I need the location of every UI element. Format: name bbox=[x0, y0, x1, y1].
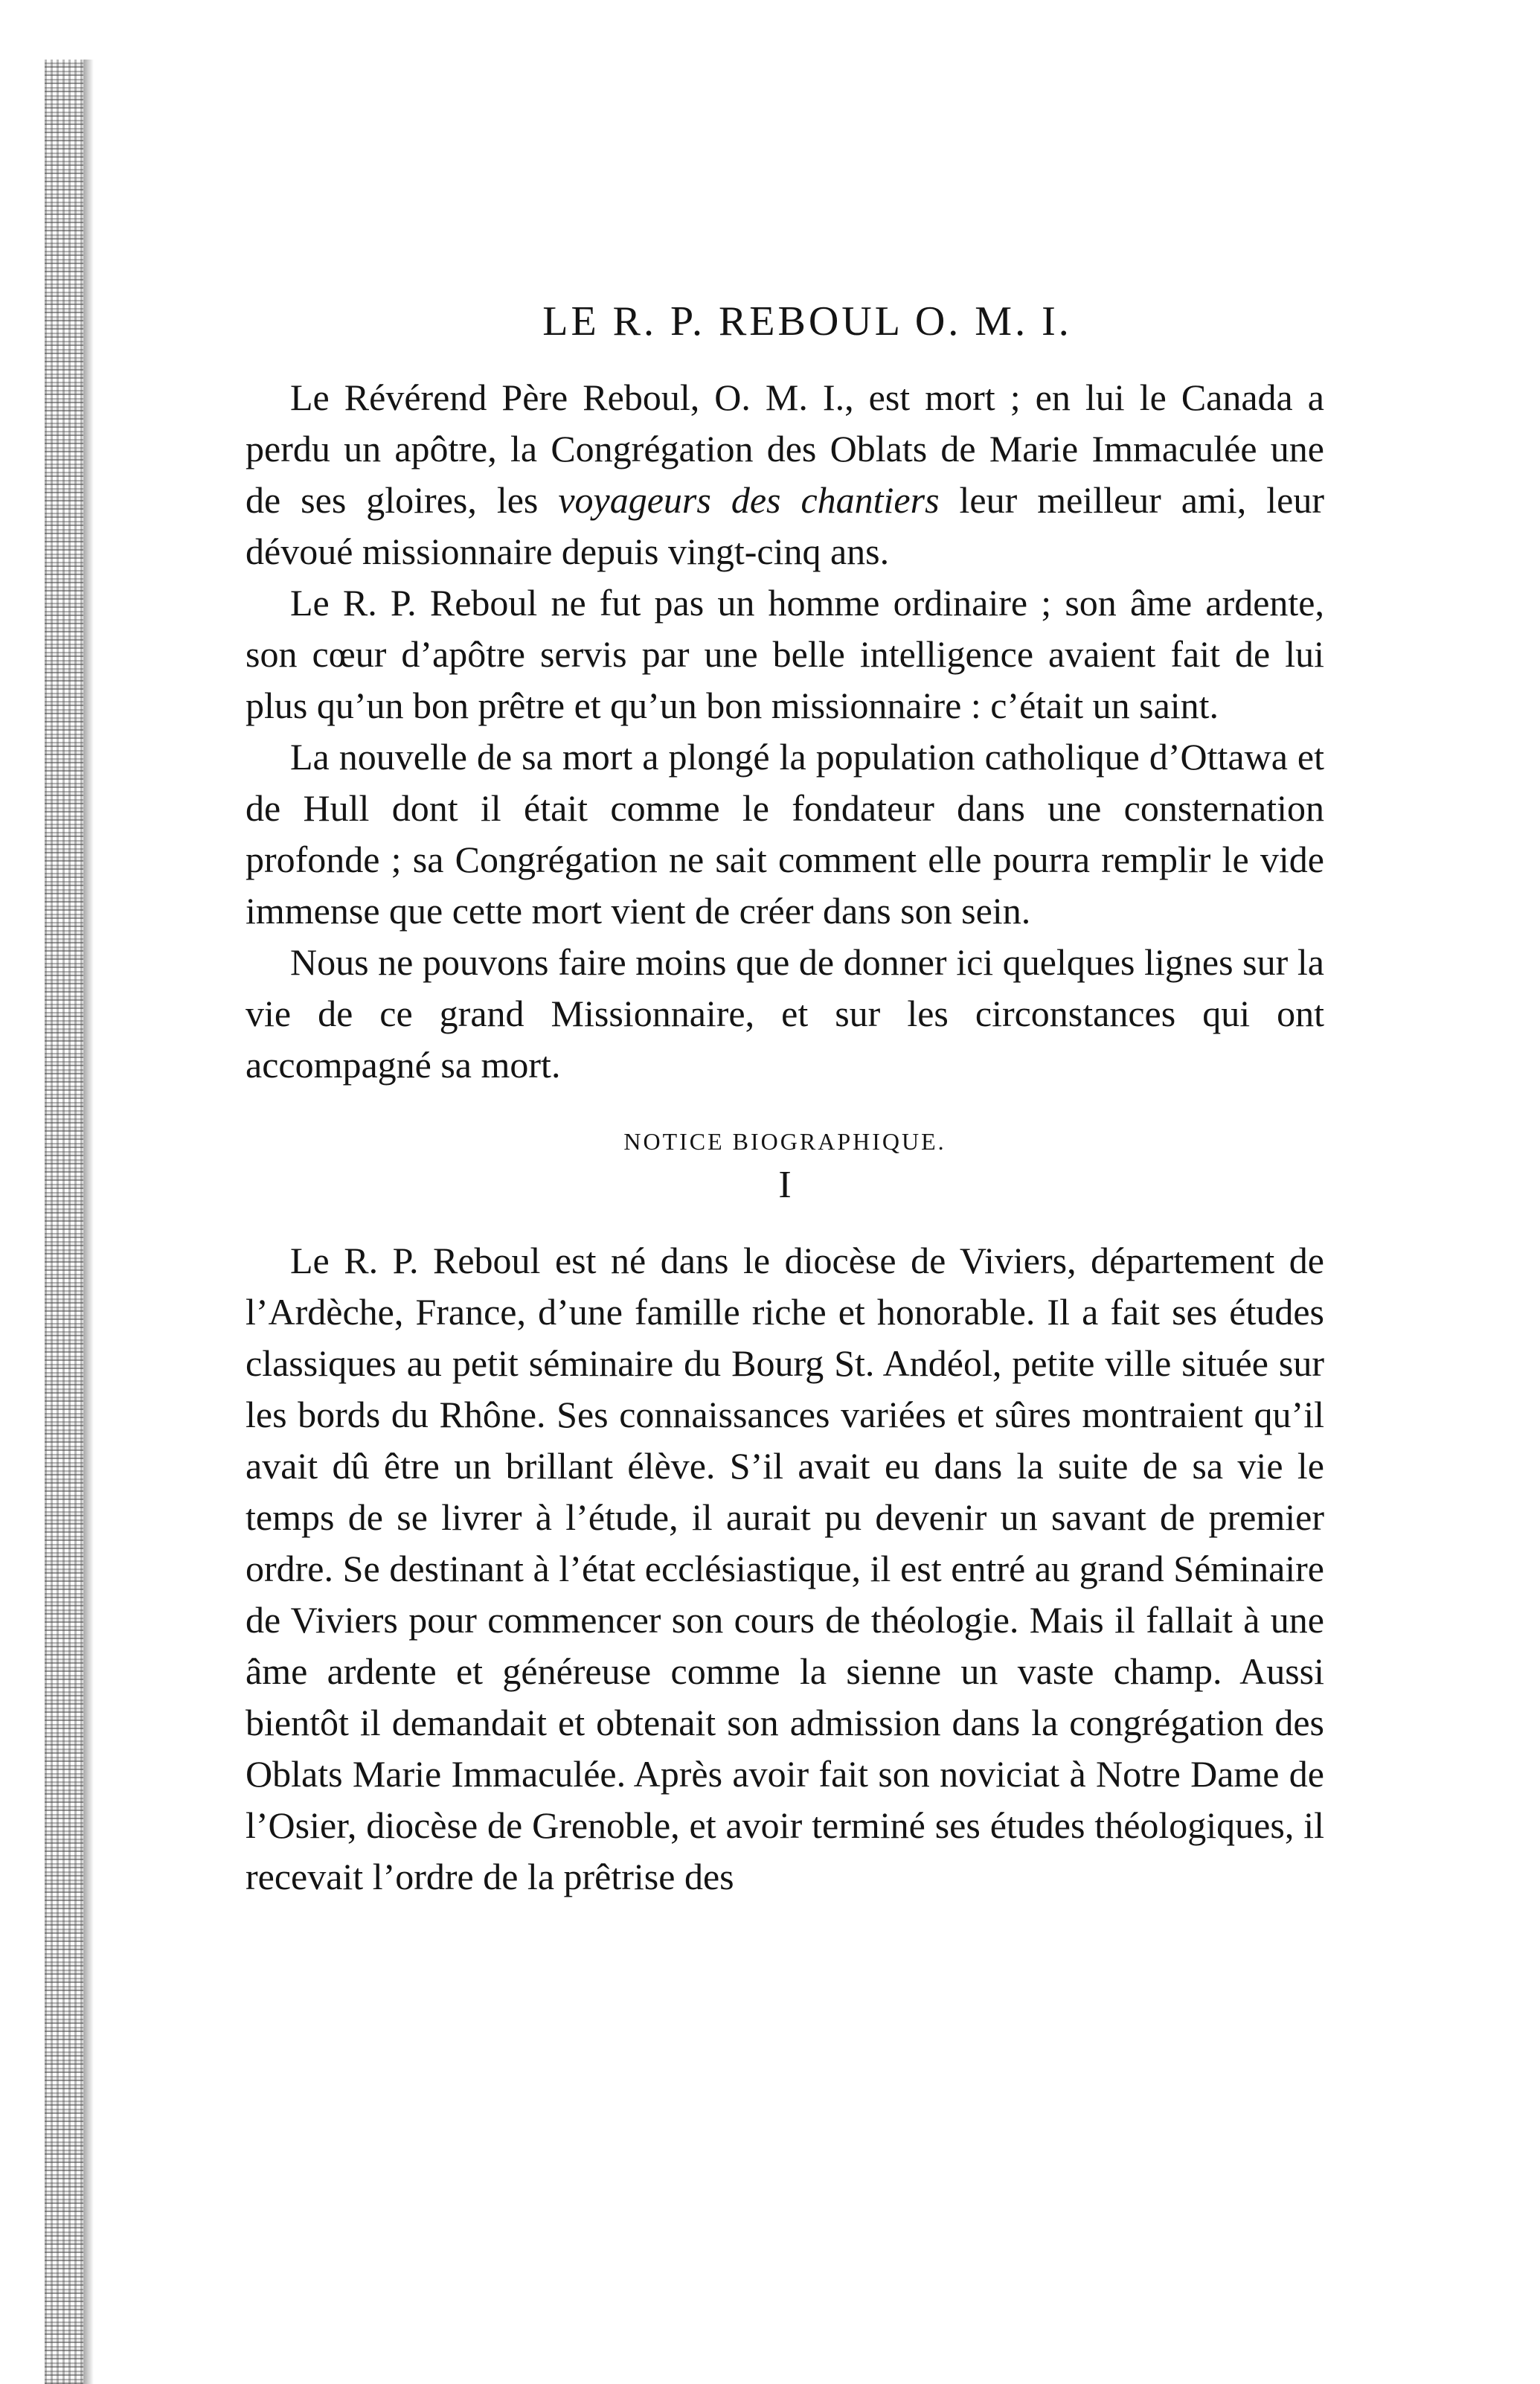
binding-shadow bbox=[83, 60, 94, 2384]
section-label: NOTICE BIOGRAPHIQUE. bbox=[623, 1128, 946, 1155]
book-binding-edge bbox=[45, 60, 83, 2384]
paragraph-3: La nouvelle de sa mort a plongé la population catholique d’Ottawa et de Hull dont il était comme le fondateur dans une consternation profonde ; sa Congrégation ne sait comment elle pourra remplir le vide immense que cette mort vient de créer dans son sein. bbox=[246, 736, 1324, 932]
paragraph-1-text: Le Révérend Père Reboul, O. M. I., est mort ; en lui le Canada a perdu un apôtre, la Congrégation des Oblats de Marie Immaculée une de ses gloires, les bbox=[246, 376, 1324, 521]
paragraph-2: Le R. P. Reboul ne fut pas un homme ordinaire ; son âme ardente, son cœur d’apôtre servis par une belle intelligence avaient fait de lui plus qu’un bon prêtre et qu’un bon missionnaire : c’était un saint. bbox=[246, 582, 1324, 726]
section-paragraph: Le R. P. Reboul est né dans le diocèse de Viviers, département de l’Ardèche, France, d’une famille riche et honorable. Il a fait ses études classiques au petit séminaire du Bourg St. Andéol, petite ville située sur les bords du Rhône. Ses connaissances variées et sûres montraient qu’il avait dû être un brillant élève. S’il avait eu dans la suite de sa vie le temps de se livrer à l’étude, il aurait pu devenir un savant de premier ordre. Se destinant à l’état ecclésiastique, il est entré au grand Séminaire de Viviers pour commencer son cours de théologie. Mais il fallait à une âme ardente et généreuse comme la sienne un vaste champ. Aussi bientôt il demandait et obtenait son admission dans la congrégation des Oblats Marie Immaculée. Après avoir fait son noviciat à Notre Dame de l’Osier, diocèse de Grenoble, et avoir terminé ses études théologiques, il recevait l’ordre de la prêtrise des bbox=[246, 1240, 1324, 1897]
paragraph-1-text-end: leur meilleur ami, leur dévoué missionnaire depuis vingt-cinq ans. bbox=[246, 479, 1324, 572]
section-number: I bbox=[778, 1164, 792, 1206]
paragraph-1-italic: voyageurs des chantiers bbox=[558, 479, 940, 521]
page-body bbox=[246, 298, 1324, 1903]
paragraph-4: Nous ne pouvons faire moins que de donner ici quelques lignes sur la vie de ce grand Missionnaire, et sur les circonstances qui ont accompagné sa mort. bbox=[246, 941, 1324, 1086]
page-title: LE R. P. REBOUL O. M. I. bbox=[542, 298, 1072, 345]
paragraph-1 bbox=[246, 372, 1324, 577]
